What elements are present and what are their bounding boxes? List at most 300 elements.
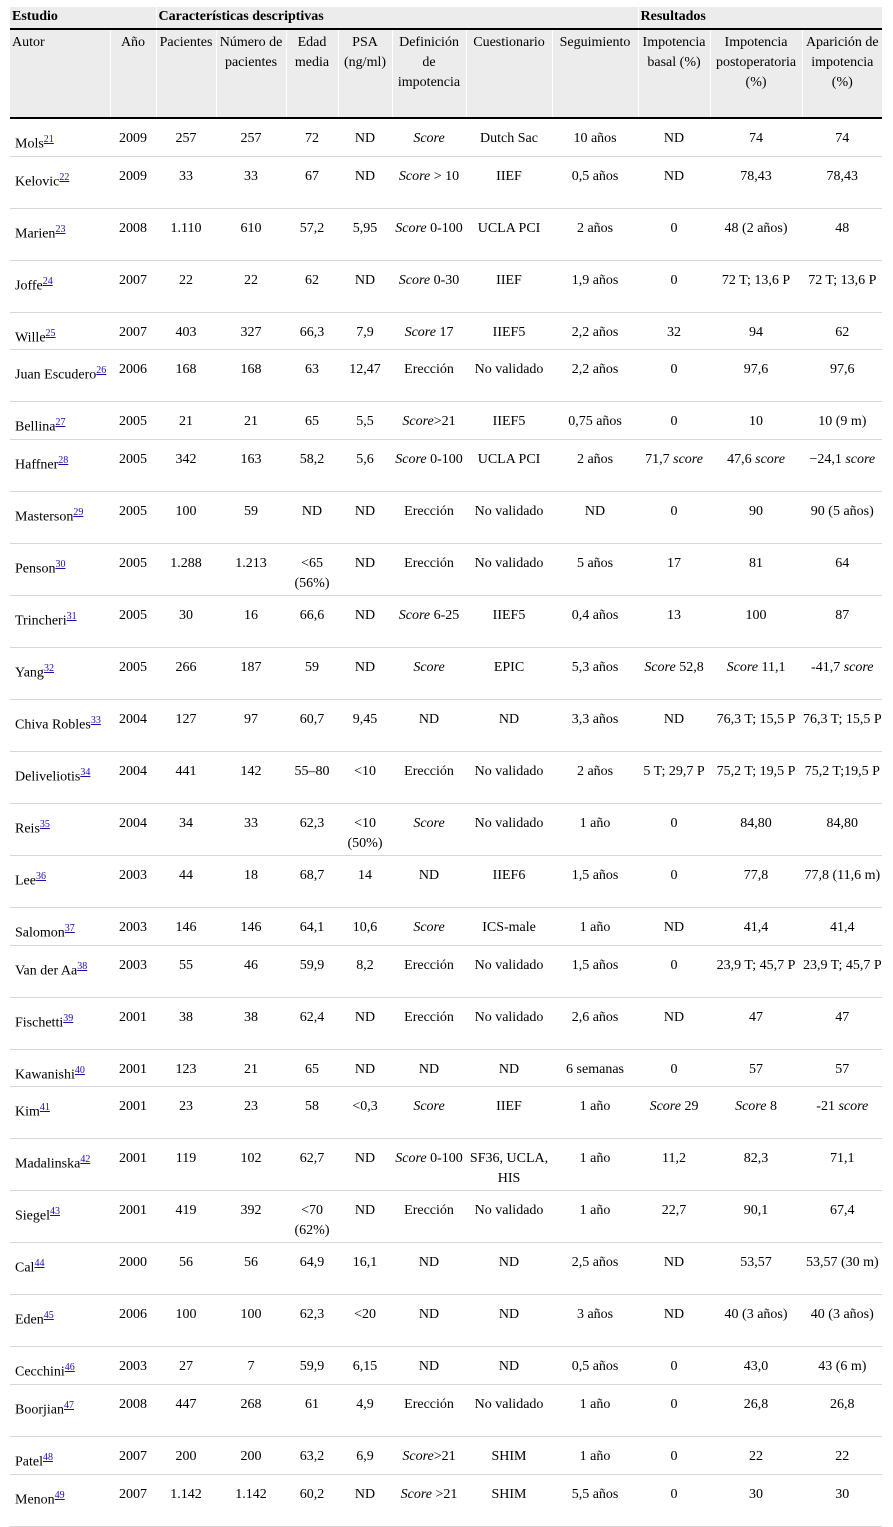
reference-link[interactable]: 49 <box>54 1489 65 1501</box>
quest-cell: IIEF <box>466 260 552 312</box>
post-cell: 77,8 <box>710 855 802 907</box>
follow-cell: 1 año <box>552 1087 638 1139</box>
post-cell: 43,0 <box>710 1347 802 1385</box>
follow-cell: 0,4 años <box>552 595 638 647</box>
post-cell: 72 T; 13,6 P <box>710 260 802 312</box>
reference-link[interactable]: 29 <box>73 506 84 518</box>
year-cell: 2003 <box>110 855 156 907</box>
age-cell: 60,7 <box>286 699 338 751</box>
patients-cell: 22 <box>156 260 216 312</box>
definition-cell <box>392 156 466 208</box>
definition-cell <box>392 312 466 350</box>
patients-cell: 342 <box>156 439 216 491</box>
author-cell <box>10 997 110 1049</box>
basal-cell: 5 T; 29,7 P <box>638 751 710 803</box>
author-name: Reis <box>15 821 40 837</box>
definition-detail: 0-100 <box>426 1151 463 1167</box>
psa-cell: ND <box>338 491 392 543</box>
author-cell <box>10 1474 110 1526</box>
table-row <box>10 260 882 312</box>
app-cell: 97,6 <box>802 350 882 402</box>
reference-link[interactable]: 24 <box>42 275 53 287</box>
author-name: Wille <box>15 330 46 346</box>
definition-term: Score <box>402 1448 434 1464</box>
reference-link[interactable]: 32 <box>43 662 54 674</box>
author-cell <box>10 907 110 945</box>
year-cell: 2001 <box>110 997 156 1049</box>
definition-term: Erección <box>404 763 454 779</box>
basal-cell: 0 <box>638 260 710 312</box>
follow-cell: 1,9 años <box>552 260 638 312</box>
quest-cell: No validado <box>466 751 552 803</box>
table-row <box>10 1436 882 1474</box>
quest-cell: IIEF5 <box>466 402 552 440</box>
app-cell: 43 (6 m) <box>802 1347 882 1385</box>
basal-cell: 0 <box>638 1436 710 1474</box>
basal-cell: 22,7 <box>638 1191 710 1243</box>
n-cell: 610 <box>216 208 286 260</box>
quest-cell: IIEF <box>466 1087 552 1139</box>
age-cell: 72 <box>286 118 338 156</box>
follow-cell: 1 año <box>552 1436 638 1474</box>
author-cell <box>10 118 110 156</box>
definition-cell <box>392 1139 466 1191</box>
n-cell: 18 <box>216 855 286 907</box>
table-row <box>10 1139 882 1191</box>
patients-cell: 100 <box>156 491 216 543</box>
definition-cell <box>392 1474 466 1526</box>
post-cell: 76,3 T; 15,5 P <box>710 699 802 751</box>
reference-link[interactable]: 26 <box>96 365 107 377</box>
psa-cell: 16,1 <box>338 1243 392 1295</box>
quest-cell: ICS-male <box>466 907 552 945</box>
app-cell: 78,43 <box>802 156 882 208</box>
author-cell <box>10 1139 110 1191</box>
age-cell: 63,2 <box>286 1436 338 1474</box>
author-cell <box>10 1049 110 1087</box>
table-row <box>10 350 882 402</box>
quest-cell: IIEF5 <box>466 312 552 350</box>
score-term: Score <box>649 1099 681 1115</box>
author-name: Bellina <box>15 419 56 435</box>
table-row <box>10 647 882 699</box>
quest-cell: UCLA PCI <box>466 439 552 491</box>
age-cell: 65 <box>286 402 338 440</box>
follow-cell: 5,5 años <box>552 1474 638 1526</box>
author-name: Salomon <box>15 925 65 941</box>
author-name: Fischetti <box>15 1015 64 1031</box>
app-cell: 48 <box>802 208 882 260</box>
basal-cell <box>638 439 710 491</box>
reference-link[interactable]: 28 <box>58 454 69 466</box>
reference-link[interactable]: 46 <box>64 1362 75 1374</box>
age-cell: 66,3 <box>286 312 338 350</box>
psa-cell: ND <box>338 1474 392 1526</box>
app-cell: 64 <box>802 543 882 595</box>
column-header: Impotencia postoperatoria (%) <box>710 29 802 118</box>
n-cell: 200 <box>216 1436 286 1474</box>
app-cell: 30 <box>802 1474 882 1526</box>
author-name: Madalinska <box>15 1156 81 1172</box>
reference-link[interactable]: 37 <box>64 922 75 934</box>
post-cell: 82,3 <box>710 1139 802 1191</box>
value: −24,1 <box>809 451 846 467</box>
reference-link[interactable]: 47 <box>64 1399 74 1411</box>
app-cell: 72 T; 13,6 P <box>802 260 882 312</box>
definition-term: Score <box>413 131 445 146</box>
post-cell: 22 <box>710 1436 802 1474</box>
age-cell: <65 (56%) <box>286 543 338 595</box>
n-cell: 100 <box>216 1295 286 1347</box>
follow-cell: 5 años <box>552 543 638 595</box>
quest-cell: No validado <box>466 1191 552 1243</box>
basal-cell: ND <box>638 118 710 156</box>
post-cell: 30 <box>710 1474 802 1526</box>
post-cell: 75,2 T; 19,5 P <box>710 751 802 803</box>
table-row <box>10 1474 882 1526</box>
n-cell: 59 <box>216 491 286 543</box>
age-cell: 61 <box>286 1384 338 1436</box>
definition-term: Score <box>398 272 431 288</box>
year-cell: 2005 <box>110 402 156 440</box>
app-cell: 87 <box>802 595 882 647</box>
score-term: Score <box>726 659 758 675</box>
year-cell: 2001 <box>110 1191 156 1243</box>
app-cell: 41,4 <box>802 907 882 945</box>
age-cell: 62,3 <box>286 803 338 855</box>
n-cell: 392 <box>216 1191 286 1243</box>
n-cell: 7 <box>216 1347 286 1385</box>
definition-cell <box>392 1295 466 1347</box>
psa-cell: ND <box>338 1049 392 1087</box>
reference-link[interactable]: 30 <box>55 558 66 570</box>
quest-cell: ND <box>466 1295 552 1347</box>
definition-term: Erección <box>404 1396 454 1412</box>
follow-cell: 1,5 años <box>552 945 638 997</box>
definition-cell <box>392 1384 466 1436</box>
author-name: Deliveliotis <box>15 769 81 785</box>
definition-term: Score <box>395 220 427 236</box>
reference-link[interactable]: 23 <box>55 223 66 235</box>
year-cell: 2007 <box>110 312 156 350</box>
definition-detail: >21 <box>433 1448 456 1464</box>
group-caracteristicas: Características descriptivas <box>156 7 638 29</box>
author-cell <box>10 699 110 751</box>
author-name: Boorjian <box>15 1402 64 1418</box>
reference-link[interactable]: 38 <box>77 960 88 972</box>
definition-detail: 6-25 <box>430 607 460 623</box>
app-cell: 90 (5 años) <box>802 491 882 543</box>
post-cell: 90,1 <box>710 1191 802 1243</box>
psa-cell: 10,6 <box>338 907 392 945</box>
quest-cell: IIEF6 <box>466 855 552 907</box>
reference-link[interactable]: 41 <box>39 1102 50 1114</box>
definition-detail: 0-100 <box>426 451 463 467</box>
age-cell: 62,4 <box>286 997 338 1049</box>
year-cell: 2005 <box>110 595 156 647</box>
basal-cell: ND <box>638 1295 710 1347</box>
n-cell: 187 <box>216 647 286 699</box>
n-cell: 327 <box>216 312 286 350</box>
author-cell <box>10 647 110 699</box>
definition-cell <box>392 699 466 751</box>
reference-link[interactable]: 48 <box>43 1451 53 1463</box>
value: 47,6 <box>727 451 756 467</box>
psa-cell: 5,5 <box>338 402 392 440</box>
n-cell: 16 <box>216 595 286 647</box>
app-cell: 10 (9 m) <box>802 402 882 440</box>
value: 71,7 <box>645 451 674 467</box>
app-cell: 67,4 <box>802 1191 882 1243</box>
follow-cell: 1 año <box>552 907 638 945</box>
basal-cell: 0 <box>638 1384 710 1436</box>
psa-cell: ND <box>338 260 392 312</box>
basal-cell: 0 <box>638 945 710 997</box>
definition-cell <box>392 647 466 699</box>
post-cell <box>710 439 802 491</box>
app-cell: 40 (3 años) <box>802 1295 882 1347</box>
year-cell: 2004 <box>110 699 156 751</box>
age-cell: 59,9 <box>286 1347 338 1385</box>
app-cell: 74 <box>802 118 882 156</box>
definition-cell <box>392 907 466 945</box>
author-name: Siegel <box>15 1208 50 1224</box>
patients-cell: 146 <box>156 907 216 945</box>
reference-link[interactable]: 34 <box>80 766 91 778</box>
definition-cell <box>392 491 466 543</box>
table-row <box>10 439 882 491</box>
reference-link[interactable]: 22 <box>59 171 70 183</box>
definition-cell <box>392 260 466 312</box>
follow-cell: 2 años <box>552 439 638 491</box>
basal-cell: ND <box>638 997 710 1049</box>
patients-cell: 30 <box>156 595 216 647</box>
age-cell: 64,1 <box>286 907 338 945</box>
definition-cell <box>392 118 466 156</box>
quest-cell: No validado <box>466 1384 552 1436</box>
column-header: Edad media <box>286 29 338 118</box>
value: 11,1 <box>757 659 786 675</box>
post-cell <box>710 647 802 699</box>
author-cell <box>10 1191 110 1243</box>
year-cell: 2004 <box>110 803 156 855</box>
table-row <box>10 1243 882 1295</box>
app-cell: 71,1 <box>802 1139 882 1191</box>
definition-detail: > 10 <box>430 168 460 184</box>
column-header: Pacientes <box>156 29 216 118</box>
reference-link[interactable]: 21 <box>43 134 54 145</box>
app-cell: 77,8 (11,6 m) <box>802 855 882 907</box>
author-name: Mols <box>15 136 44 152</box>
age-cell: 60,2 <box>286 1474 338 1526</box>
definition-cell <box>392 1243 466 1295</box>
author-cell <box>10 402 110 440</box>
score-term: score <box>843 659 874 675</box>
year-cell: 2004 <box>110 751 156 803</box>
reference-link[interactable]: 42 <box>80 1154 91 1166</box>
definition-term: Erección <box>404 1009 454 1025</box>
table-row <box>10 1384 882 1436</box>
author-name: Cal <box>15 1260 35 1276</box>
definition-detail: >21 <box>433 414 456 430</box>
post-cell: 53,57 <box>710 1243 802 1295</box>
definition-term: Score <box>413 919 445 935</box>
reference-link[interactable]: 27 <box>55 417 66 429</box>
age-cell: 55–80 <box>286 751 338 803</box>
post-cell: 48 (2 años) <box>710 208 802 260</box>
year-cell: 2009 <box>110 118 156 156</box>
psa-cell: 7,9 <box>338 312 392 350</box>
reference-link[interactable]: 45 <box>43 1310 54 1322</box>
patients-cell: 1.142 <box>156 1474 216 1526</box>
follow-cell: ND <box>552 491 638 543</box>
n-cell: 268 <box>216 1384 286 1436</box>
patients-cell: 403 <box>156 312 216 350</box>
column-header: Aparición de impotencia (%) <box>802 29 882 118</box>
psa-cell: ND <box>338 1139 392 1191</box>
psa-cell: 9,45 <box>338 699 392 751</box>
author-cell <box>10 1436 110 1474</box>
psa-cell: 14 <box>338 855 392 907</box>
psa-cell: ND <box>338 156 392 208</box>
reference-link[interactable]: 39 <box>63 1012 74 1024</box>
quest-cell: ND <box>466 1243 552 1295</box>
post-cell: 57 <box>710 1049 802 1087</box>
reference-link[interactable]: 36 <box>35 870 46 882</box>
year-cell: 2008 <box>110 208 156 260</box>
post-cell: 41,4 <box>710 907 802 945</box>
app-cell: 62 <box>802 312 882 350</box>
basal-cell: 13 <box>638 595 710 647</box>
n-cell: 1.213 <box>216 543 286 595</box>
reference-link[interactable]: 33 <box>90 714 101 726</box>
year-cell: 2003 <box>110 1347 156 1385</box>
year-cell: 2001 <box>110 1049 156 1087</box>
author-name: Yang <box>15 665 44 681</box>
column-header: Año <box>110 29 156 118</box>
follow-cell: 3,3 años <box>552 699 638 751</box>
author-name: Kelovic <box>15 174 60 190</box>
follow-cell: 2 años <box>552 751 638 803</box>
author-name: Joffe <box>15 278 43 294</box>
patients-cell: 200 <box>156 1436 216 1474</box>
table-row <box>10 118 882 156</box>
quest-cell: No validado <box>466 491 552 543</box>
age-cell: 65 <box>286 1049 338 1087</box>
age-cell: 59 <box>286 647 338 699</box>
definition-term: Score <box>398 607 431 623</box>
follow-cell: 2 años <box>552 208 638 260</box>
patients-cell: 447 <box>156 1384 216 1436</box>
definition-cell <box>392 751 466 803</box>
n-cell: 102 <box>216 1139 286 1191</box>
reference-link[interactable]: 31 <box>66 610 77 622</box>
basal-cell: 0 <box>638 491 710 543</box>
post-cell: 47 <box>710 997 802 1049</box>
n-cell: 33 <box>216 803 286 855</box>
age-cell: 64,9 <box>286 1243 338 1295</box>
group-resultados: Resultados <box>638 7 882 29</box>
psa-cell: ND <box>338 997 392 1049</box>
definition-term: ND <box>418 867 440 883</box>
author-name: Penson <box>15 561 56 577</box>
patients-cell: 1.110 <box>156 208 216 260</box>
definition-term: ND <box>418 1307 440 1323</box>
post-cell: 90 <box>710 491 802 543</box>
basal-cell: 0 <box>638 208 710 260</box>
year-cell: 2005 <box>110 543 156 595</box>
reference-link[interactable]: 40 <box>74 1064 85 1076</box>
n-cell: 38 <box>216 997 286 1049</box>
follow-cell: 0,5 años <box>552 156 638 208</box>
definition-term: Erección <box>404 1203 454 1219</box>
reference-link[interactable]: 35 <box>39 818 50 830</box>
follow-cell: 1,5 años <box>552 855 638 907</box>
value: -21 <box>816 1099 839 1115</box>
post-cell: 84,80 <box>710 803 802 855</box>
patients-cell: 127 <box>156 699 216 751</box>
follow-cell: 2,2 años <box>552 312 638 350</box>
patients-cell: 33 <box>156 156 216 208</box>
n-cell: 146 <box>216 907 286 945</box>
quest-cell: SHIM <box>466 1474 552 1526</box>
follow-cell: 1 año <box>552 1384 638 1436</box>
app-cell <box>802 1087 882 1139</box>
age-cell: <70 (62%) <box>286 1191 338 1243</box>
psa-cell: 12,47 <box>338 350 392 402</box>
definition-cell <box>392 1049 466 1087</box>
table-row <box>10 945 882 997</box>
basal-cell: 0 <box>638 350 710 402</box>
age-cell: 68,7 <box>286 855 338 907</box>
author-cell <box>10 260 110 312</box>
follow-cell: 6 semanas <box>552 1049 638 1087</box>
author-cell <box>10 1243 110 1295</box>
author-name: Menon <box>15 1492 55 1508</box>
patients-cell: 119 <box>156 1139 216 1191</box>
post-cell: 97,6 <box>710 350 802 402</box>
year-cell: 2006 <box>110 1295 156 1347</box>
follow-cell: 1 año <box>552 1139 638 1191</box>
definition-cell <box>392 1436 466 1474</box>
n-cell: 163 <box>216 439 286 491</box>
value: 8 <box>766 1099 777 1115</box>
column-header: Definición de impotencia <box>392 29 466 118</box>
definition-term: Score <box>404 324 436 340</box>
definition-term: ND <box>418 711 440 727</box>
year-cell: 2007 <box>110 260 156 312</box>
quest-cell: No validado <box>466 350 552 402</box>
reference-link[interactable]: 25 <box>45 327 56 339</box>
basal-cell: 0 <box>638 402 710 440</box>
column-header: Seguimiento <box>552 29 638 118</box>
n-cell: 46 <box>216 945 286 997</box>
app-cell: 26,8 <box>802 1384 882 1436</box>
author-name: Kawanishi <box>15 1067 75 1083</box>
patients-cell: 441 <box>156 751 216 803</box>
definition-term: Score <box>413 815 445 831</box>
table-row <box>10 1347 882 1385</box>
age-cell: 57,2 <box>286 208 338 260</box>
column-header: Número de pacientes <box>216 29 286 118</box>
reference-link[interactable]: 43 <box>50 1206 60 1218</box>
n-cell: 1.142 <box>216 1474 286 1526</box>
post-cell: 23,9 T; 45,7 P <box>710 945 802 997</box>
definition-term: Erección <box>404 362 454 378</box>
follow-cell: 1 año <box>552 803 638 855</box>
reference-link[interactable]: 44 <box>34 1258 45 1270</box>
table-row <box>10 997 882 1049</box>
